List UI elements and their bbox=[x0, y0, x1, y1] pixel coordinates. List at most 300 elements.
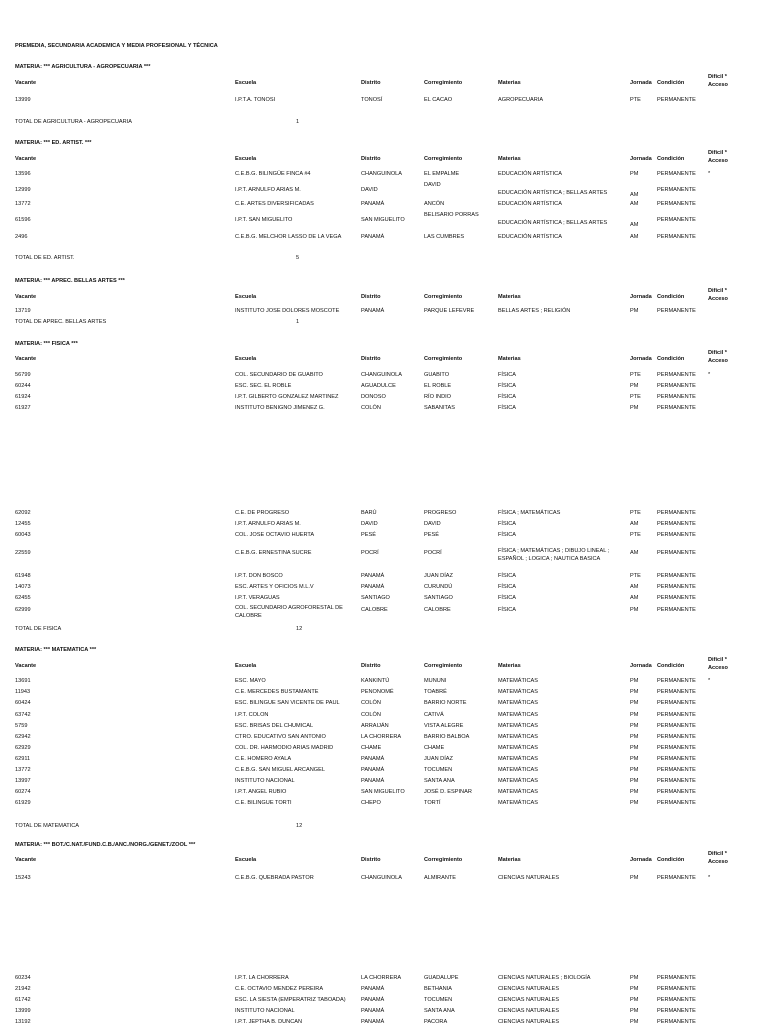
cell-jornada: PM bbox=[630, 700, 639, 706]
cell-condicion: PERMANENTE bbox=[657, 678, 696, 684]
cell-escuela: C.E. OCTAVIO MENDEZ PEREIRA bbox=[235, 986, 324, 992]
cell-vacante: 60244 bbox=[15, 383, 31, 389]
cell-corregimiento: JUAN DÍAZ bbox=[424, 756, 453, 762]
cell-condicion: PERMANENTE bbox=[657, 986, 696, 992]
cell-vacante: 61596 bbox=[15, 217, 31, 223]
cell-condicion: PERMANENTE bbox=[657, 372, 696, 378]
cell-distrito: PANAMÁ bbox=[361, 573, 385, 579]
cell-distrito: BARÚ bbox=[361, 510, 377, 516]
cell-jornada: PM bbox=[630, 383, 639, 389]
cell-materias: MATEMÁTICAS bbox=[498, 689, 538, 695]
cell-vacante: 61929 bbox=[15, 800, 31, 806]
cell-vacante: 5759 bbox=[15, 723, 28, 729]
column-header-jornada: Jornada bbox=[630, 294, 652, 300]
cell-escuela: C.E.B.G. ERNESTINA SUCRE bbox=[235, 550, 312, 556]
cell-corregimiento: TOCUMEN bbox=[424, 767, 453, 773]
column-header-corregimiento: Corregimiento bbox=[424, 80, 463, 86]
cell-condicion: PERMANENTE bbox=[657, 800, 696, 806]
cell-distrito: CHANGUINOLA bbox=[361, 372, 403, 378]
column-header-escuela: Escuela bbox=[235, 294, 257, 300]
cell-condicion: PERMANENTE bbox=[657, 1019, 696, 1025]
column-header-dificil: Difícil * bbox=[708, 74, 727, 80]
section-heading: MATERIA: *** FISICA *** bbox=[15, 341, 78, 347]
cell-corregimiento: CHAME bbox=[424, 745, 445, 751]
cell-jornada: PM bbox=[630, 405, 639, 411]
cell-distrito: PANAMÁ bbox=[361, 778, 385, 784]
cell-vacante: 13719 bbox=[15, 308, 31, 314]
cell-materias: CIENCIAS NATURALES bbox=[498, 1008, 560, 1014]
cell-escuela: INSTITUTO NACIONAL bbox=[235, 1008, 295, 1014]
column-header-vacante: Vacante bbox=[15, 156, 37, 162]
cell-corregimiento: SANTA ANA bbox=[424, 1008, 455, 1014]
cell-distrito: COLÓN bbox=[361, 700, 381, 706]
cell-condicion: PERMANENTE bbox=[657, 532, 696, 538]
cell-materias: MATEMÁTICAS bbox=[498, 767, 538, 773]
column-header-vacante: Vacante bbox=[15, 294, 37, 300]
cell-corregimiento: TOCUMEN bbox=[424, 997, 453, 1003]
cell-escuela: C.E.B.G. QUEBRADA PASTOR bbox=[235, 875, 314, 881]
section-total-value: 12 bbox=[296, 626, 303, 632]
document-title: PREMEDIA, SECUNDARIA ACADEMICA Y MEDIA PROFESIONAL Y TÉCNICA bbox=[15, 43, 218, 49]
cell-distrito: KANKINTÚ bbox=[361, 678, 390, 684]
cell-jornada: PM bbox=[630, 712, 639, 718]
column-header-materias: Materias bbox=[498, 156, 521, 162]
cell-materias: EDUCACIÓN ARTÍSTICA bbox=[498, 171, 562, 177]
cell-condicion: PERMANENTE bbox=[657, 521, 696, 527]
cell-jornada: PTE bbox=[630, 394, 641, 400]
cell-condicion: PERMANENTE bbox=[657, 550, 696, 556]
cell-materias: MATEMÁTICAS bbox=[498, 700, 538, 706]
cell-jornada: AM bbox=[630, 192, 639, 198]
cell-vacante: 13999 bbox=[15, 97, 31, 103]
column-header-distrito: Distrito bbox=[361, 356, 381, 362]
cell-escuela: ESC. MAYO bbox=[235, 678, 266, 684]
cell-materias: CIENCIAS NATURALES bbox=[498, 997, 560, 1003]
cell-materias: MATEMÁTICAS bbox=[498, 723, 538, 729]
cell-escuela: I.P.T.A. TONOSI bbox=[235, 97, 276, 103]
cell-escuela: C.E.B.G. BILINGÜE FINCA #4 bbox=[235, 171, 311, 177]
cell-materias: FÍSICA bbox=[498, 394, 517, 400]
column-header-jornada: Jornada bbox=[630, 156, 652, 162]
cell-vacante: 61927 bbox=[15, 405, 31, 411]
cell-distrito: POCRÍ bbox=[361, 550, 379, 556]
cell-jornada: PM bbox=[630, 734, 639, 740]
cell-condicion: PERMANENTE bbox=[657, 734, 696, 740]
cell-distrito: DONOSO bbox=[361, 394, 386, 400]
column-header-condicion: Condición bbox=[657, 663, 685, 669]
cell-distrito: TONOSÍ bbox=[361, 97, 383, 103]
cell-materias: FÍSICA bbox=[498, 573, 517, 579]
cell-corregimiento: CATIVÁ bbox=[424, 712, 444, 718]
cell-corregimiento: BARRIO BALBOA bbox=[424, 734, 470, 740]
cell-materias: FÍSICA bbox=[498, 532, 517, 538]
cell-distrito: SAN MIGUELITO bbox=[361, 217, 405, 223]
cell-escuela: I.P.T. SAN MIGUELITO bbox=[235, 217, 293, 223]
cell-escuela: COL. JOSE OCTAVIO HUERTA bbox=[235, 532, 315, 538]
cell-jornada: AM bbox=[630, 234, 639, 240]
cell-jornada: PM bbox=[630, 678, 639, 684]
section-total-label: TOTAL DE APREC. BELLAS ARTES bbox=[15, 319, 107, 325]
cell-materias: CIENCIAS NATURALES ; BIOLOGÍA bbox=[498, 975, 591, 981]
column-header-materias: Materias bbox=[498, 80, 521, 86]
cell-vacante: 13192 bbox=[15, 1019, 31, 1025]
cell-vacante: 13596 bbox=[15, 171, 31, 177]
cell-jornada: AM bbox=[630, 550, 639, 556]
cell-materias: CIENCIAS NATURALES bbox=[498, 1019, 560, 1025]
cell-materias: FÍSICA bbox=[498, 607, 517, 613]
cell-vacante: 13772 bbox=[15, 201, 31, 207]
column-header-condicion: Condición bbox=[657, 857, 685, 863]
cell-vacante: 61924 bbox=[15, 394, 31, 400]
column-header-acceso: Acceso bbox=[708, 665, 728, 671]
column-header-jornada: Jornada bbox=[630, 663, 652, 669]
cell-distrito: PANAMÁ bbox=[361, 767, 385, 773]
cell-distrito: PANAMÁ bbox=[361, 756, 385, 762]
cell-dificil: * bbox=[708, 171, 711, 177]
cell-jornada: AM bbox=[630, 584, 639, 590]
cell-condicion: PERMANENTE bbox=[657, 394, 696, 400]
column-header-materias: Materias bbox=[498, 294, 521, 300]
cell-escuela: COL. SECUNDARIO AGROFORESTAL DE CALOBRE bbox=[235, 605, 343, 619]
column-header-vacante: Vacante bbox=[15, 80, 37, 86]
cell-distrito: CHEPO bbox=[361, 800, 381, 806]
cell-dificil: * bbox=[708, 372, 711, 378]
cell-jornada: PM bbox=[630, 1019, 639, 1025]
cell-vacante: 60234 bbox=[15, 975, 31, 981]
column-header-condicion: Condición bbox=[657, 80, 685, 86]
cell-distrito: PESÉ bbox=[361, 532, 376, 538]
cell-condicion: PERMANENTE bbox=[657, 97, 696, 103]
cell-corregimiento: POCRÍ bbox=[424, 550, 442, 556]
cell-distrito: PANAMÁ bbox=[361, 986, 385, 992]
column-header-escuela: Escuela bbox=[235, 80, 257, 86]
section-total-value: 1 bbox=[296, 119, 300, 125]
cell-corregimiento: EL ROBLE bbox=[424, 383, 452, 389]
cell-jornada: PM bbox=[630, 723, 639, 729]
section-heading: MATERIA: *** APREC. BELLAS ARTES *** bbox=[15, 278, 125, 284]
cell-materias: FÍSICA bbox=[498, 372, 517, 378]
cell-corregimiento: SANTIAGO bbox=[424, 595, 453, 601]
cell-corregimiento: SABANITAS bbox=[424, 405, 455, 411]
cell-corregimiento: RÍO INDIO bbox=[424, 394, 452, 400]
cell-vacante: 21942 bbox=[15, 986, 31, 992]
cell-vacante: 63742 bbox=[15, 712, 31, 718]
cell-materias: CIENCIAS NATURALES bbox=[498, 986, 560, 992]
cell-distrito: PANAMÁ bbox=[361, 1019, 385, 1025]
cell-condicion: PERMANENTE bbox=[657, 700, 696, 706]
cell-condicion: PERMANENTE bbox=[657, 510, 696, 516]
cell-vacante: 60274 bbox=[15, 789, 31, 795]
cell-vacante: 13999 bbox=[15, 1008, 31, 1014]
cell-distrito: SAN MIGUELITO bbox=[361, 789, 405, 795]
cell-escuela: C.E. BILINGUE TORTI bbox=[235, 800, 292, 806]
column-header-acceso: Acceso bbox=[708, 82, 728, 88]
column-header-jornada: Jornada bbox=[630, 857, 652, 863]
column-header-corregimiento: Corregimiento bbox=[424, 857, 463, 863]
cell-condicion: PERMANENTE bbox=[657, 767, 696, 773]
cell-condicion: PERMANENTE bbox=[657, 405, 696, 411]
cell-distrito: CHAME bbox=[361, 745, 382, 751]
cell-condicion: PERMANENTE bbox=[657, 689, 696, 695]
section-total-value: 5 bbox=[296, 255, 300, 261]
cell-corregimiento: BETHANIA bbox=[424, 986, 452, 992]
column-header-distrito: Distrito bbox=[361, 156, 381, 162]
section-total-label: TOTAL DE FISICA bbox=[15, 626, 62, 632]
cell-corregimiento: GUABITO bbox=[424, 372, 450, 378]
cell-jornada: PM bbox=[630, 689, 639, 695]
cell-distrito: ARRAIJÁN bbox=[361, 723, 389, 729]
column-header-distrito: Distrito bbox=[361, 663, 381, 669]
cell-corregimiento: EL CACAO bbox=[424, 97, 453, 103]
cell-materias: MATEMÁTICAS bbox=[498, 800, 538, 806]
cell-jornada: AM bbox=[630, 222, 639, 228]
section-total-value: 12 bbox=[296, 823, 303, 829]
cell-vacante: 60043 bbox=[15, 532, 31, 538]
section-total-label: TOTAL DE ED. ARTIST. bbox=[15, 255, 75, 261]
column-header-corregimiento: Corregimiento bbox=[424, 356, 463, 362]
column-header-escuela: Escuela bbox=[235, 857, 257, 863]
column-header-escuela: Escuela bbox=[235, 663, 257, 669]
cell-jornada: PTE bbox=[630, 573, 641, 579]
cell-condicion: PERMANENTE bbox=[657, 308, 696, 314]
cell-materias: CIENCIAS NATURALES bbox=[498, 875, 560, 881]
cell-condicion: PERMANENTE bbox=[657, 383, 696, 389]
cell-condicion: PERMANENTE bbox=[657, 234, 696, 240]
cell-condicion: PERMANENTE bbox=[657, 607, 696, 613]
cell-distrito: DAVID bbox=[361, 521, 378, 527]
cell-corregimiento: EL EMPALME bbox=[424, 171, 460, 177]
cell-corregimiento: JOSÉ D. ESPINAR bbox=[424, 789, 472, 795]
cell-jornada: PM bbox=[630, 1008, 639, 1014]
cell-corregimiento: TORTÍ bbox=[424, 800, 441, 806]
section-heading: MATERIA: *** BOT./C.NAT./FUND.C.B./ANC./NORG./GENET./ZOOL *** bbox=[15, 842, 196, 848]
cell-vacante: 61948 bbox=[15, 573, 31, 579]
cell-corregimiento: DAVID bbox=[424, 521, 441, 527]
section-heading: MATERIA: *** MATEMATICA *** bbox=[15, 647, 97, 653]
cell-vacante: 2496 bbox=[15, 234, 28, 240]
cell-materias: FÍSICA bbox=[498, 521, 517, 527]
column-header-corregimiento: Corregimiento bbox=[424, 294, 463, 300]
cell-distrito: COLÓN bbox=[361, 405, 381, 411]
cell-escuela: I.P.T. JEPTHA B. DUNCAN bbox=[235, 1019, 303, 1025]
cell-escuela: I.P.T. ARNULFO ARIAS M. bbox=[235, 521, 301, 527]
cell-condicion: PERMANENTE bbox=[657, 187, 696, 193]
cell-distrito: DAVID bbox=[361, 187, 378, 193]
cell-materias: FÍSICA ; MATEMÁTICAS ; DIBUJO LINEAL ; ESPAÑOL ; LOGICA ; NAUTICA BASICA bbox=[498, 548, 610, 562]
cell-distrito: PANAMÁ bbox=[361, 997, 385, 1003]
cell-vacante: 56799 bbox=[15, 372, 31, 378]
column-header-escuela: Escuela bbox=[235, 156, 257, 162]
cell-escuela: INSTITUTO BENIGNO JIMENEZ G. bbox=[235, 405, 325, 411]
section-heading: MATERIA: *** AGRICULTURA - AGROPECUARIA *** bbox=[15, 64, 151, 70]
cell-corregimiento: MUNUNI bbox=[424, 678, 447, 684]
cell-escuela: COL. DR. HARMODIO ARIAS MADRID bbox=[235, 745, 334, 751]
cell-jornada: PM bbox=[630, 745, 639, 751]
cell-condicion: PERMANENTE bbox=[657, 756, 696, 762]
cell-materias: FÍSICA bbox=[498, 405, 517, 411]
cell-escuela: COL. SECUNDARIO DE GUABITO bbox=[235, 372, 323, 378]
cell-jornada: PTE bbox=[630, 97, 641, 103]
cell-escuela: C.E. HOMERO AYALA bbox=[235, 756, 292, 762]
cell-vacante: 22559 bbox=[15, 550, 31, 556]
cell-distrito: AGUADULCE bbox=[361, 383, 396, 389]
cell-corregimiento: GUADALUPE bbox=[424, 975, 459, 981]
column-header-corregimiento: Corregimiento bbox=[424, 156, 463, 162]
cell-escuela: I.P.T. ANGEL RUBIO bbox=[235, 789, 287, 795]
cell-distrito: LA CHORRERA bbox=[361, 975, 402, 981]
cell-distrito: CALOBRE bbox=[361, 607, 388, 613]
cell-escuela: I.P.T. LA CHORRERA bbox=[235, 975, 289, 981]
cell-vacante: 62942 bbox=[15, 734, 31, 740]
cell-condicion: PERMANENTE bbox=[657, 875, 696, 881]
cell-escuela: I.P.T. COLON bbox=[235, 712, 269, 718]
cell-jornada: PM bbox=[630, 778, 639, 784]
cell-materias: MATEMÁTICAS bbox=[498, 678, 538, 684]
section-total-value: 1 bbox=[296, 319, 300, 325]
column-header-dificil: Difícil * bbox=[708, 851, 727, 857]
cell-vacante: 62455 bbox=[15, 595, 31, 601]
cell-vacante: 11943 bbox=[15, 689, 31, 695]
column-header-vacante: Vacante bbox=[15, 356, 37, 362]
cell-escuela: I.P.T. DON BOSCO bbox=[235, 573, 283, 579]
column-header-condicion: Condición bbox=[657, 294, 685, 300]
cell-condicion: PERMANENTE bbox=[657, 1008, 696, 1014]
cell-distrito: PANAMÁ bbox=[361, 584, 385, 590]
column-header-vacante: Vacante bbox=[15, 857, 37, 863]
cell-corregimiento: PROGRESO bbox=[424, 510, 457, 516]
cell-escuela: C.E.B.G. MELCHOR LASSO DE LA VEGA bbox=[235, 234, 342, 240]
column-header-acceso: Acceso bbox=[708, 358, 728, 364]
cell-escuela: C.E. ARTES DIVERSIFICADAS bbox=[235, 201, 314, 207]
cell-materias: FÍSICA bbox=[498, 584, 517, 590]
cell-materias: MATEMÁTICAS bbox=[498, 712, 538, 718]
column-header-materias: Materias bbox=[498, 356, 521, 362]
cell-jornada: PM bbox=[630, 789, 639, 795]
cell-materias: MATEMÁTICAS bbox=[498, 789, 538, 795]
cell-materias: FÍSICA bbox=[498, 595, 517, 601]
cell-condicion: PERMANENTE bbox=[657, 975, 696, 981]
cell-distrito: PENONOMÉ bbox=[361, 689, 394, 695]
cell-vacante: 14073 bbox=[15, 584, 31, 590]
cell-escuela: ESC. BRISAS DEL CHUMICAL bbox=[235, 723, 314, 729]
cell-vacante: 62092 bbox=[15, 510, 31, 516]
cell-condicion: PERMANENTE bbox=[657, 745, 696, 751]
cell-escuela: ESC. BILINGUE SAN VICENTE DE PAUL bbox=[235, 700, 340, 706]
cell-dificil: * bbox=[708, 875, 711, 881]
cell-escuela: CTRO. EDUCATIVO SAN ANTONIO bbox=[235, 734, 326, 740]
column-header-dificil: Difícil * bbox=[708, 150, 727, 156]
column-header-dificil: Difícil * bbox=[708, 657, 727, 663]
cell-condicion: PERMANENTE bbox=[657, 723, 696, 729]
cell-jornada: PM bbox=[630, 975, 639, 981]
cell-materias: EDUCACIÓN ARTÍSTICA bbox=[498, 234, 562, 240]
cell-corregimiento: PACORA bbox=[424, 1019, 448, 1025]
cell-vacante: 62999 bbox=[15, 607, 31, 613]
cell-jornada: PM bbox=[630, 171, 639, 177]
cell-corregimiento: BELISARIO PORRAS bbox=[424, 212, 479, 218]
cell-distrito: CHANGUINOLA bbox=[361, 875, 403, 881]
cell-materias: EDUCACIÓN ARTÍSTICA bbox=[498, 201, 562, 207]
cell-escuela: ESC. LA SIESTA (EMPERATRIZ TABOADA) bbox=[235, 997, 346, 1003]
cell-condicion: PERMANENTE bbox=[657, 171, 696, 177]
column-header-acceso: Acceso bbox=[708, 158, 728, 164]
cell-materias: FÍSICA ; MATEMÁTICAS bbox=[498, 510, 561, 516]
cell-jornada: PM bbox=[630, 607, 639, 613]
cell-vacante: 12999 bbox=[15, 187, 31, 193]
cell-corregimiento: ALMIRANTE bbox=[424, 875, 457, 881]
cell-corregimiento: SANTA ANA bbox=[424, 778, 455, 784]
cell-materias: FÍSICA bbox=[498, 383, 517, 389]
cell-distrito: CHANGUINOLA bbox=[361, 171, 403, 177]
cell-materias: MATEMÁTICAS bbox=[498, 756, 538, 762]
cell-corregimiento: CURUNDÚ bbox=[424, 584, 453, 590]
cell-escuela: INSTITUTO NACIONAL bbox=[235, 778, 295, 784]
cell-escuela: I.P.T. ARNULFO ARIAS M. bbox=[235, 187, 301, 193]
cell-corregimiento: LAS CUMBRES bbox=[424, 234, 465, 240]
column-header-materias: Materias bbox=[498, 857, 521, 863]
cell-escuela: I.P.T. GILBERTO GONZALEZ MARTINEZ bbox=[235, 394, 339, 400]
cell-condicion: PERMANENTE bbox=[657, 778, 696, 784]
cell-escuela: ESC. ARTES Y OFICIOS M.L.V bbox=[235, 584, 314, 590]
cell-dificil: * bbox=[708, 678, 711, 684]
cell-jornada: PM bbox=[630, 800, 639, 806]
cell-corregimiento: BARRIO NORTE bbox=[424, 700, 467, 706]
cell-condicion: PERMANENTE bbox=[657, 789, 696, 795]
cell-distrito: SANTIAGO bbox=[361, 595, 390, 601]
cell-jornada: PTE bbox=[630, 510, 641, 516]
section-total-label: TOTAL DE AGRICULTURA - AGROPECUARIA bbox=[15, 119, 132, 125]
cell-corregimiento: ANCÓN bbox=[424, 201, 445, 207]
cell-corregimiento: TOABRÉ bbox=[424, 689, 447, 695]
cell-distrito: COLÓN bbox=[361, 712, 381, 718]
column-header-dificil: Difícil * bbox=[708, 350, 727, 356]
cell-distrito: PANAMÁ bbox=[361, 201, 385, 207]
cell-corregimiento: JUAN DÍAZ bbox=[424, 573, 453, 579]
column-header-condicion: Condición bbox=[657, 156, 685, 162]
cell-condicion: PERMANENTE bbox=[657, 712, 696, 718]
cell-jornada: PTE bbox=[630, 532, 641, 538]
cell-jornada: AM bbox=[630, 201, 639, 207]
cell-materias: MATEMÁTICAS bbox=[498, 745, 538, 751]
cell-jornada: PM bbox=[630, 767, 639, 773]
cell-escuela: INSTITUTO JOSE DOLORES MOSCOTE bbox=[235, 308, 340, 314]
cell-jornada: PM bbox=[630, 875, 639, 881]
cell-condicion: PERMANENTE bbox=[657, 201, 696, 207]
column-header-jornada: Jornada bbox=[630, 356, 652, 362]
column-header-escuela: Escuela bbox=[235, 356, 257, 362]
cell-condicion: PERMANENTE bbox=[657, 584, 696, 590]
cell-distrito: PANAMÁ bbox=[361, 308, 385, 314]
cell-escuela: C.E. DE PROGRESO bbox=[235, 510, 290, 516]
column-header-materias: Materias bbox=[498, 663, 521, 669]
column-header-condicion: Condición bbox=[657, 356, 685, 362]
column-header-acceso: Acceso bbox=[708, 859, 728, 865]
cell-materias: EDUCACIÓN ARTÍSTICA ; BELLAS ARTES bbox=[498, 220, 608, 226]
cell-jornada: AM bbox=[630, 521, 639, 527]
cell-condicion: PERMANENTE bbox=[657, 573, 696, 579]
cell-materias: EDUCACIÓN ARTÍSTICA ; BELLAS ARTES bbox=[498, 190, 608, 196]
cell-materias: AGROPECUARIA bbox=[498, 97, 544, 103]
column-header-acceso: Acceso bbox=[708, 296, 728, 302]
section-heading: MATERIA: *** ED. ARTIST. *** bbox=[15, 140, 92, 146]
cell-jornada: PTE bbox=[630, 372, 641, 378]
cell-vacante: 13997 bbox=[15, 778, 31, 784]
cell-condicion: PERMANENTE bbox=[657, 217, 696, 223]
cell-condicion: PERMANENTE bbox=[657, 997, 696, 1003]
cell-jornada: PM bbox=[630, 756, 639, 762]
cell-materias: BELLAS ARTES ; RELIGIÓN bbox=[498, 308, 571, 314]
cell-corregimiento: PARQUE LEFEVRE bbox=[424, 308, 475, 314]
